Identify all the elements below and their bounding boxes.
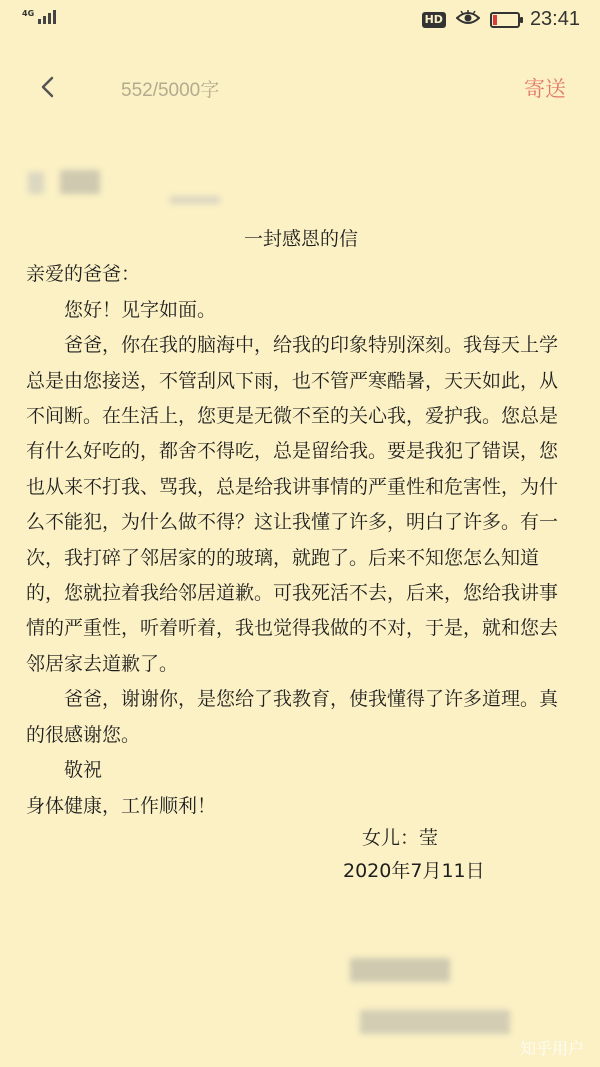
char-counter: 552/5000字: [121, 80, 220, 101]
clock: 23:41: [529, 8, 580, 30]
battery-icon: [490, 12, 520, 28]
paragraph: 爸爸，你在我的脑海中，给我的印象特别深刻。我每天上学总是由您接送，不管刮风下雨，也不管严寒酷暑，天天如此，从不间断。在生活上，您更是无微不至的关心我，爱护我。您总是有什么好吃的，都舍不得吃，总是留给我。要是我犯了错误，您也从来不打我、骂我，总是给我讲事情的严重性和危害性，为什么不能犯，为什么做不得？这让我懂了许多，明白了许多。有一次，我打碎了邻居家的的玻璃，就跑了。后来不知您怎么知道的，您就拉着我给邻居道歉。可我死活不去，后来，您给我讲事情的严重性，听着听着，我也觉得我做的不对，于是，就和您去邻居家去道歉了。: [26, 334, 559, 675]
wish: 身体健康，工作顺利！: [26, 794, 217, 817]
status-bar: [0, 0, 600, 42]
battery-level: [493, 15, 497, 25]
signal-bar: [43, 16, 46, 24]
send-button[interactable]: 寄送: [524, 77, 566, 101]
paragraph: 您好！见字如面。: [64, 298, 217, 321]
network-type: 4G: [22, 9, 35, 18]
signal-bar: [48, 13, 51, 24]
salutation: 亲爱的爸爸：: [26, 263, 141, 286]
watermark: 知乎用户: [519, 1039, 584, 1058]
hd-badge: HD: [422, 12, 446, 28]
editor-toolbar: [0, 60, 600, 116]
signal-indicator: [22, 10, 56, 24]
letter-date: 2020年7月11日: [343, 860, 485, 882]
closing: 敬祝: [64, 759, 103, 782]
paragraph: 爸爸，谢谢你，是您给了我教育，使我懂得了许多道理。真的很感谢您。: [26, 688, 559, 746]
letter-body[interactable]: [26, 222, 576, 824]
eye-comfort-icon: [456, 10, 480, 30]
chevron-left-icon: [36, 72, 60, 102]
signal-bar: [53, 10, 56, 24]
back-button[interactable]: [36, 72, 60, 102]
letter-title: 一封感恩的信: [243, 228, 358, 250]
signal-bar: [38, 19, 41, 24]
signature: 女儿：莹: [362, 827, 439, 849]
